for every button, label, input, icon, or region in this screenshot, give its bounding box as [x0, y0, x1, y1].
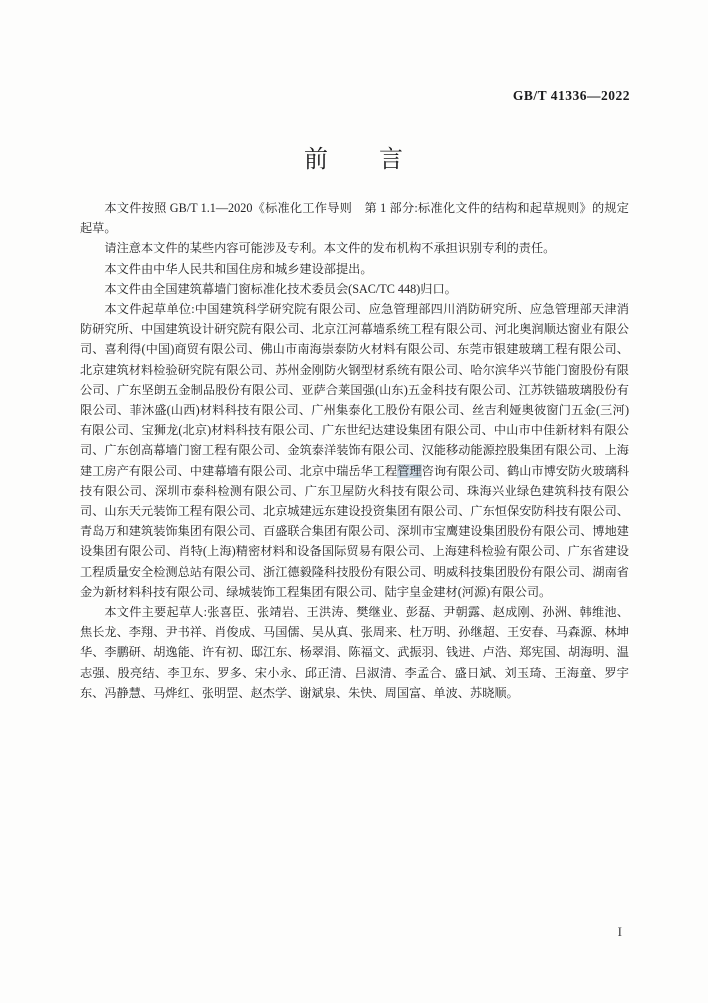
paragraph-drafters: 本文件主要起草人:张喜臣、张靖岩、王洪涛、樊继业、彭磊、尹朝露、赵成刚、孙洲、韩维池、焦长龙、李翔、尹书祥、肖俊成、马国儒、吴从真、张周来、杜万明、孙继超、王安春、马森源、林坤华、李鹏研、胡逸能、许有初、邸江东、杨翠涓、陈福文、武振羽、钱进、卢浩、郑宪国、胡海明、温志强、殷亮结、李卫东、罗多、宋小永、邱正清、吕淑清、李孟合、盛日斌、刘玉琦、王海童、罗宇东、冯静慧、马烨红、张明罡、赵杰学、谢斌泉、朱快、周国富、单波、苏晓顺。 [80, 605, 629, 700]
page-number: I [617, 924, 622, 939]
page-title-foreword: 前 言 [304, 146, 404, 173]
standard-number: GB/T 41336—2022 [512, 88, 630, 103]
drafting-units-text-before: 本文件起草单位:中国建筑科学研究院有限公司、应急管理部四川消防研究所、应急管理部天津消防研究所、中国建筑设计研究院有限公司、北京江河幕墙系统工程有限公司、河北奥润顺达窗业有限公司、喜利得(中国)商贸有限公司、佛山市南海崇泰防火材料有限公司、东莞市银建玻璃工程有限公司、北京建筑材料检验研究院有限公司、苏州金刚防火钢型材系统有限公司、哈尔滨华兴节能门窗股份有限公司、广东坚朗五金制品股份有限公司、亚萨合莱国强(山东)五金科技有限公司、江苏铁锚玻璃股份有限公司、菲沐盛(山西)材料科技有限公司、广州集泰化工股份有限公司、丝吉利娅奥彼窗门五金(三河)有限公司、宝狮龙(北京)材料科技有限公司、广东世纪达建设集团有限公司、中山市中佳新材料有限公司、广东创高幕墙门窗工程有限公司、金筑泰洋装饰有限公司、汉能移动能源控股集团有限公司、上海建工房产有限公司、中建幕墙有限公司、北京中瑞岳华工程 [80, 302, 629, 478]
paragraph-drafting-rules: 本文件按照 GB/T 1.1—2020《标准化工作导则 第 1 部分:标准化文件的结构和起草规则》的规定起草。 [80, 201, 629, 236]
drafting-units-highlighted-text: 管理 [397, 463, 422, 478]
paragraph-proposed-by: 本文件由中华人民共和国住房和城乡建设部提出。 [104, 261, 373, 276]
paragraph-patent-notice: 请注意本文件的某些内容可能涉及专利。本文件的发布机构不承担识别专利的责任。 [104, 241, 556, 256]
drafting-units-text-after: 咨询有限公司、鹤山市博安防火玻璃科技有限公司、深圳市泰科检测有限公司、广东卫屋防火科技有限公司、珠海兴业绿色建筑科技有限公司、山东天元装饰工程有限公司、北京城建远东建设投资集团有限公司、广东恒保安防科技有限公司、青岛万和建筑装饰集团有限公司、百盛联合集团有限公司、深圳市宝鹰建设集团股份有限公司、博地建设集团有限公司、肖特(上海)精密材料和设备国际贸易有限公司、上海建科检验有限公司、广东省建设工程质量安全检测总站有限公司、浙江德毅隆科技股份有限公司、明威科技集团股份有限公司、湖南省金为新材料科技有限公司、绿城装饰工程集团有限公司、陆宇皇金建材(河源)有限公司。 [80, 463, 630, 599]
paragraph-drafting-units [80, 299, 629, 602]
foreword-body [80, 198, 629, 703]
paragraph-centralized-by: 本文件由全国建筑幕墙门窗标准化技术委员会(SAC/TC 448)归口。 [104, 281, 457, 296]
